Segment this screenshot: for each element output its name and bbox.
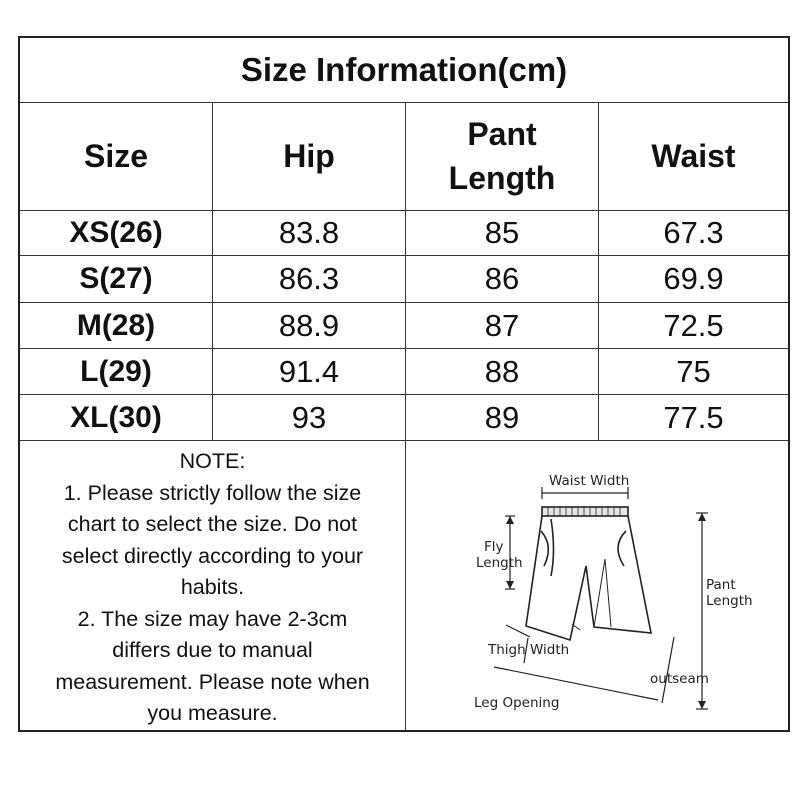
chart-title: Size Information(cm)	[240, 51, 568, 88]
label-pant-length-2: Length	[706, 593, 753, 609]
label-waist-width: Waist Width	[549, 473, 630, 489]
header-hip: Hip	[283, 137, 335, 174]
size-chart	[18, 36, 790, 732]
row-waist: 69.9	[663, 261, 724, 296]
label-outseam: outseam	[650, 671, 709, 687]
row-pant-length: 86	[484, 261, 520, 296]
label-pant-length-1: Pant	[706, 577, 736, 593]
row-hip: 83.8	[278, 215, 340, 250]
note-line: habits.	[180, 575, 245, 599]
header-pant-length-line2: Length	[448, 159, 556, 196]
label-fly-length-1: Fly	[484, 539, 504, 555]
row-pant-length: 89	[484, 399, 520, 435]
label-leg-opening: Leg Opening	[474, 695, 560, 711]
header-waist: Waist	[651, 137, 736, 174]
note-heading: NOTE:	[179, 449, 246, 473]
header-pant-length-line1: Pant	[467, 116, 537, 153]
row-hip: 93	[291, 399, 327, 435]
note-line: 2. The size may have 2-3cm	[77, 606, 348, 631]
row-waist: 72.5	[663, 307, 724, 343]
note-line: measurement. Please note when	[55, 669, 370, 694]
row-size: S(27)	[79, 262, 153, 295]
size-note	[20, 446, 405, 730]
row-pant-length: 85	[484, 215, 520, 250]
row-hip: 88.9	[278, 307, 340, 343]
pants-measurement-diagram	[406, 441, 788, 730]
note-line: select directly according to your	[61, 543, 364, 568]
note-line: you measure.	[147, 701, 278, 725]
header-pant-length	[406, 103, 598, 210]
row-size: L(29)	[80, 354, 152, 388]
label-thigh-width: Thigh Width	[488, 642, 570, 658]
row-pant-length: 87	[484, 307, 520, 343]
note-line: 1. Please strictly follow the size	[63, 480, 362, 505]
row-waist: 77.5	[663, 399, 724, 435]
row-waist: 67.3	[663, 215, 724, 250]
label-fly-length-2: Length	[476, 555, 523, 571]
row-size: XS(26)	[69, 216, 163, 249]
row-size: M(28)	[76, 308, 156, 342]
row-size: XL(30)	[70, 400, 162, 434]
pants-outline-icon	[526, 507, 651, 640]
row-pant-length: 88	[484, 353, 520, 389]
note-line: chart to select the size. Do not	[67, 512, 358, 536]
row-hip: 86.3	[278, 261, 340, 296]
header-size: Size	[83, 137, 149, 174]
row-waist: 75	[676, 353, 711, 389]
note-line: differs due to manual	[112, 638, 313, 662]
row-hip: 91.4	[278, 353, 340, 389]
